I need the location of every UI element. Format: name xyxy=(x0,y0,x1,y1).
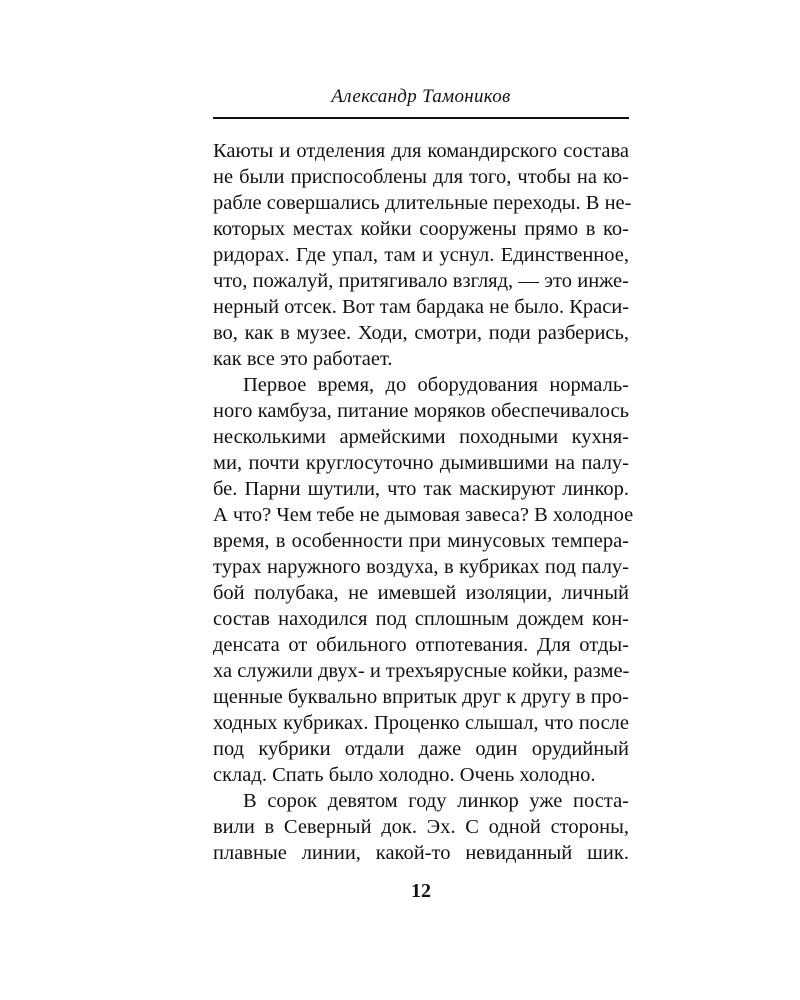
text-line: время, в особенности при минусовых темпера- xyxy=(213,530,629,552)
text-line: ха служили двух- и трехъярусные койки, разме- xyxy=(213,660,630,682)
text-line: Первое время, до оборудования нормаль- xyxy=(243,374,629,396)
text-line: плавные линии, какой-то невиданный шик. xyxy=(213,842,629,864)
text-line: А что? Чем тебе не дымовая завеса? В холодное xyxy=(213,504,634,526)
text-line: Каюты и отделения для командирского состава xyxy=(213,140,629,162)
text-line: бе. Парни шутили, что так маскируют линкор. xyxy=(213,478,629,500)
body-text xyxy=(213,138,634,866)
header-rule xyxy=(213,117,629,119)
text-line: склад. Спать было холодно. Очень холодно. xyxy=(213,764,596,786)
text-line: не были приспособлены для того, чтобы на ко- xyxy=(213,166,629,188)
text-line: ми, почти круглосуточно дымившими на палу- xyxy=(213,452,629,474)
text-line: что, пожалуй, притягивало взгляд, — это инже- xyxy=(213,270,629,292)
text-line: щенные буквально впритык друг к другу в про- xyxy=(213,686,629,708)
text-line: как все это работает. xyxy=(213,348,393,370)
page-number: 12 xyxy=(411,880,431,902)
text-line: рабле совершались длительные переходы. В не- xyxy=(213,192,632,214)
text-line: нерный отсек. Вот там бардака не было. Краси- xyxy=(213,296,630,318)
text-line: во, как в музее. Ходи, смотри, поди разберись, xyxy=(213,322,629,344)
text-line: состав находился под сплошным дождем кон- xyxy=(213,608,629,630)
text-line: под кубрики отдали даже один орудийный xyxy=(213,738,629,760)
text-line: ходных кубриках. Проценко слышал, что после xyxy=(213,712,629,734)
text-line: турах наружного воздуха, в кубриках под палу- xyxy=(213,556,629,578)
text-line: В сорок девятом году линкор уже поста- xyxy=(243,790,629,812)
running-head-author: Александр Тамоников xyxy=(331,86,511,107)
text-line: которых местах койки сооружены прямо в ко- xyxy=(213,218,629,240)
text-line: ридорах. Где упал, там и уснул. Единственное, xyxy=(213,244,629,266)
text-line: ного камбуза, питание моряков обеспечивалось xyxy=(213,400,629,422)
text-line: бой полубака, не имевшей изоляции, личный xyxy=(213,582,629,604)
text-line: несколькими армейскими походными кухня- xyxy=(213,426,629,448)
text-line: денсата от обильного отпотевания. Для отды- xyxy=(213,634,629,656)
text-line: вили в Северный док. Эх. С одной стороны, xyxy=(213,816,629,838)
